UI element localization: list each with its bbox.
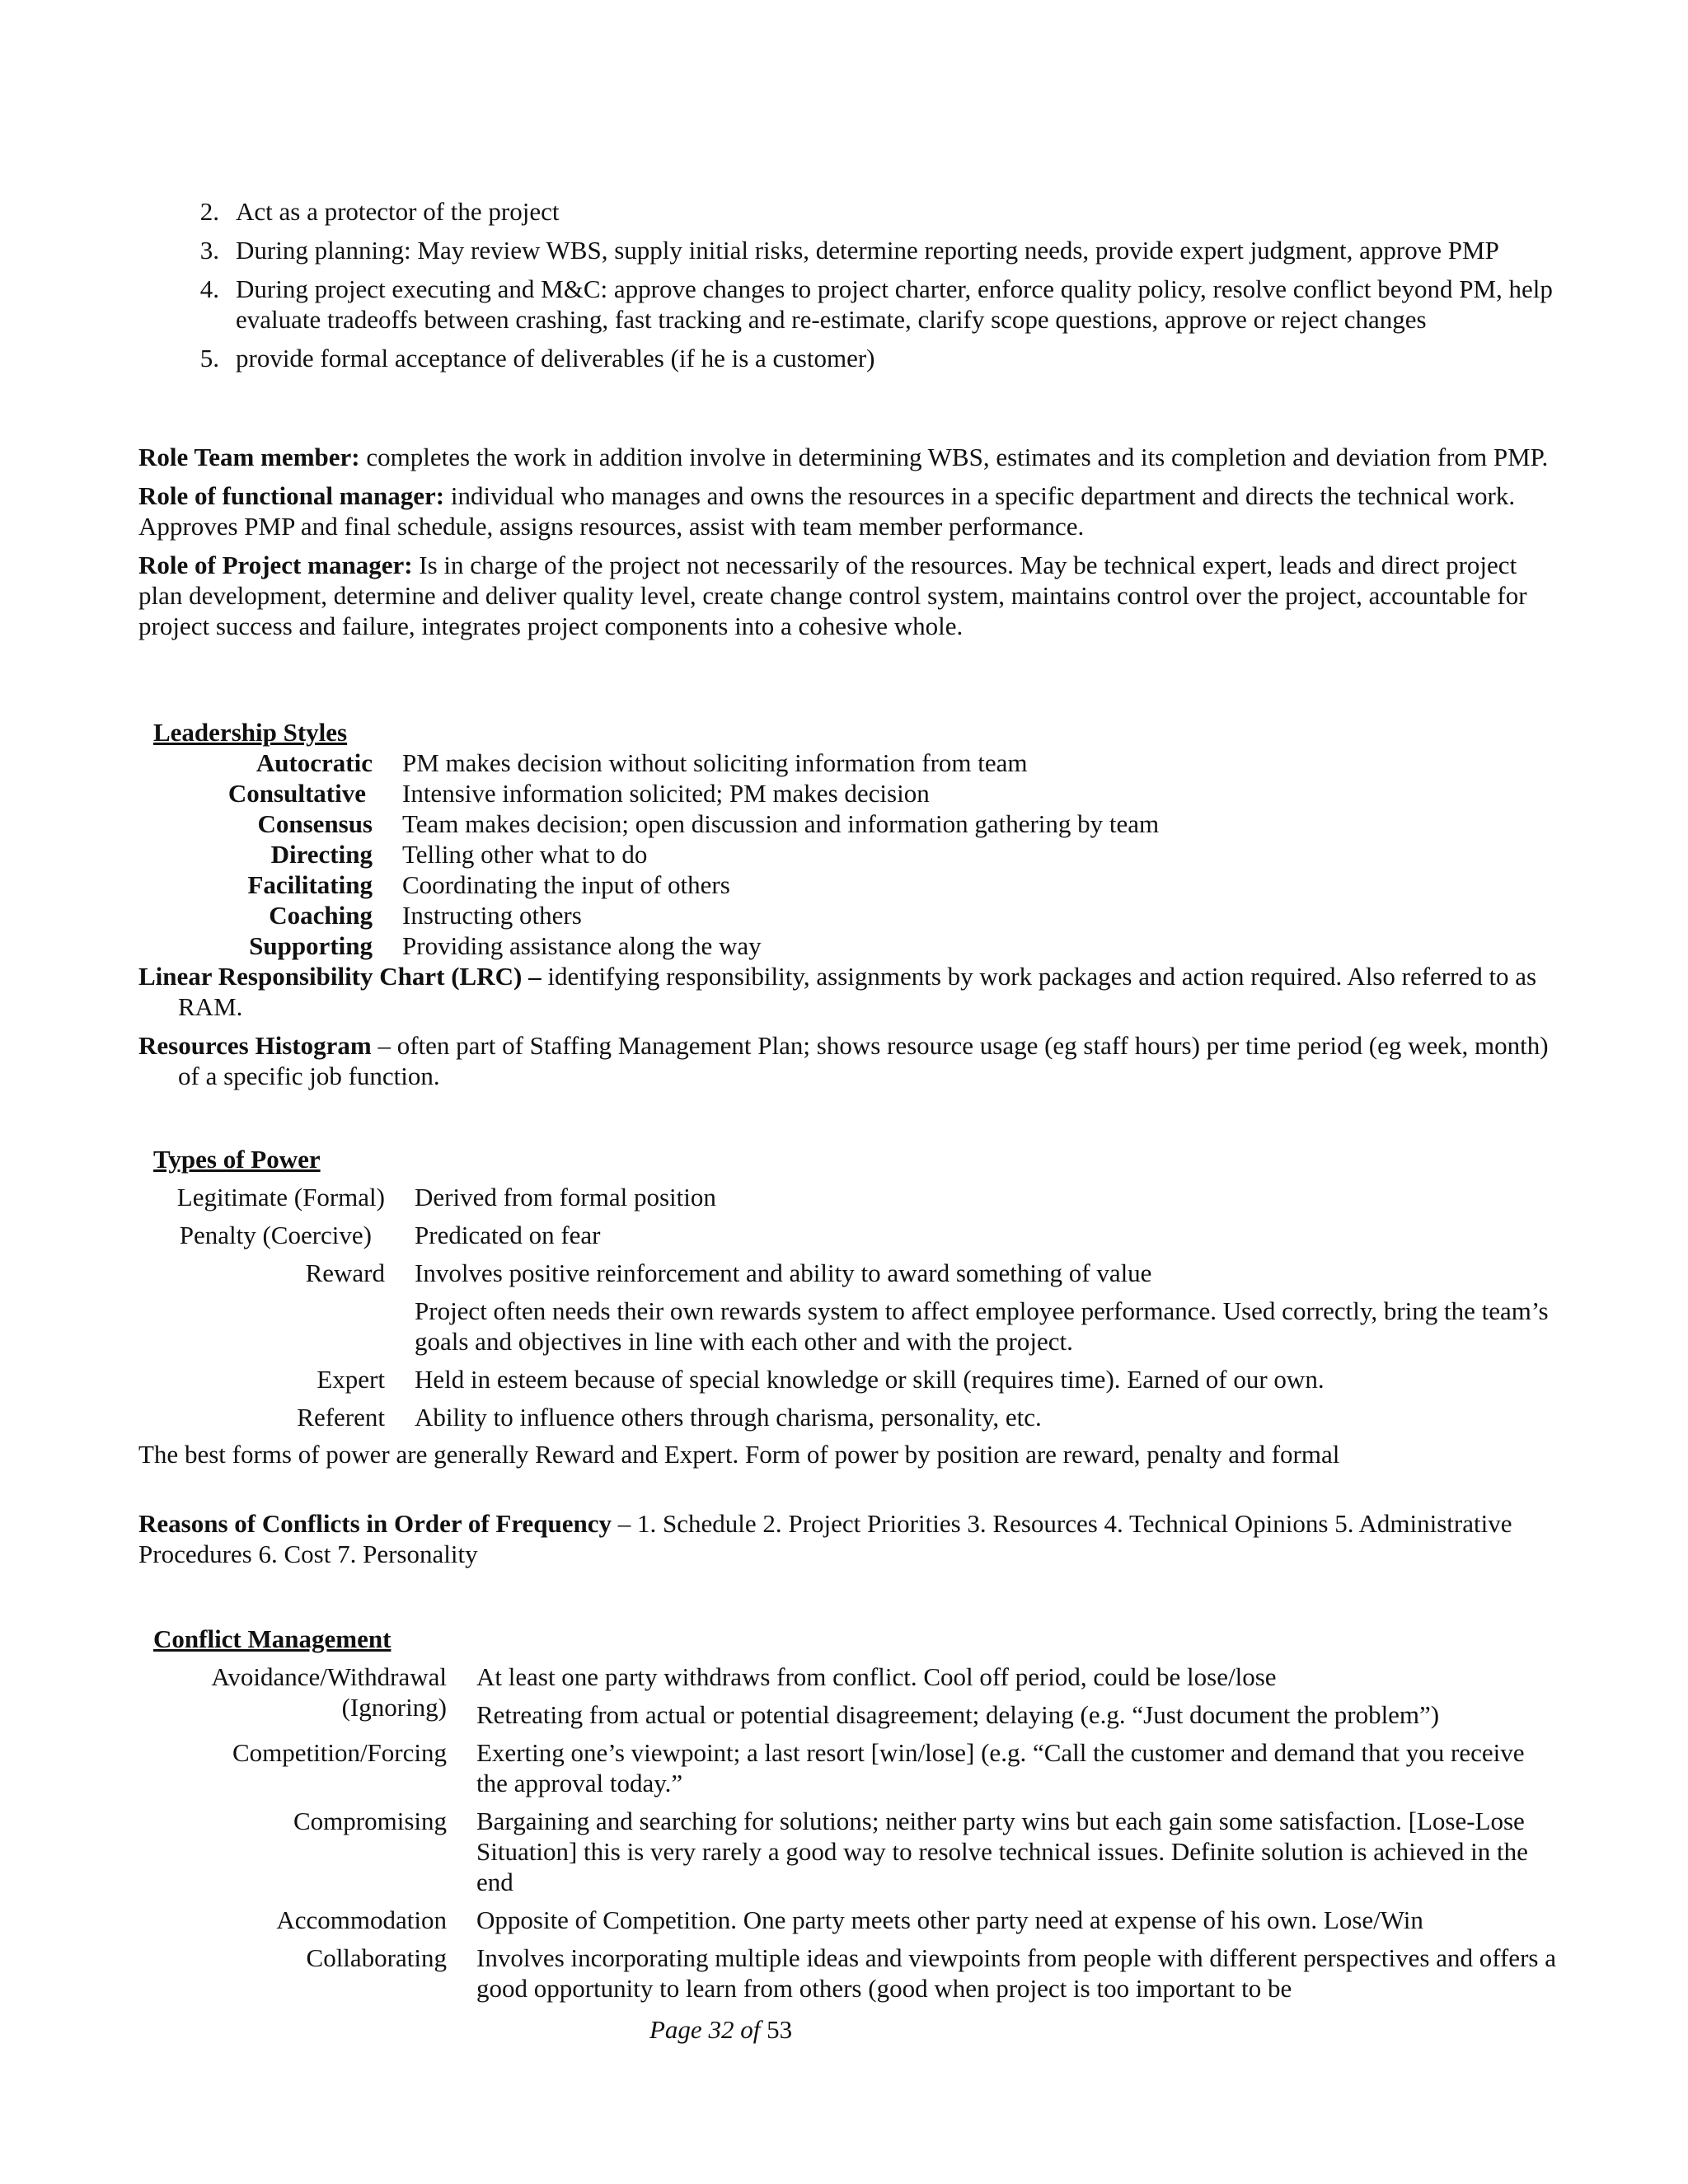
numbered-list [138,196,1556,382]
list-item: 4. During project executing and M&C: approve changes to project charter, enforce quality policy, resolve conflict beyond PM, help evaluate tradeoffs between crashing, fast tracking and re-estimate, clarify scope questions, approve or reject changes [199,274,1553,334]
table-row: Project often needs their own rewards system to affect employee performance. Used correctly, bring the team’s goals and objectives in line with each other and with the project. [415,1296,1549,1356]
role-project-manager: Role of Project manager: Is in charge of the project not necessarily of the resources. May be technical expert, leads and direct project plan development, determine and deliver quality level, create change control system, maintains control over the project, accountable for project success and failure, integrates project components into a cohesive whole. [138,551,1527,640]
table-row: Facilitating Coordinating the input of others [247,870,730,899]
page-number: Page 32 of 53 [649,2015,793,2044]
table-row: Autocratic PM makes decision without soliciting information from team [256,748,1028,777]
table-row: Expert Held in esteem because of special knowledge or skill (requires time). Earned of our own. [316,1365,1325,1394]
role-team-member: Role Team member: completes the work in addition involve in determining WBS, estimates and its completion and deviation from PMP. [138,443,1549,471]
lrc-definition: Linear Responsibility Chart (LRC) – identifying responsibility, assignments by work packages and action required. Also referred to as RAM. [138,962,1537,1021]
table-row: Consultative Intensive information solicited; PM makes decision [227,779,930,808]
histogram-definition: Resources Histogram – often part of Staffing Management Plan; shows resource usage (eg staff hours) per time period (eg week, month) of a specific job function. [138,1031,1549,1090]
conflict-management [138,1624,1556,2004]
roles-section [138,442,1556,649]
table-row: Accommodation Opposite of Competition. One party meets other party need at expense of his own. Lose/Win [276,1905,1423,1934]
definitions-block [138,961,1556,1099]
table-row: Collaborating Involves incorporating multiple ideas and viewpoints from people with different perspectives and offers a good opportunity to learn from others (good when project is too important to be [306,1943,1556,2003]
table-row: Reward Involves positive reinforcement and ability to award something of value [305,1258,1152,1287]
section-title: Types of Power [153,1145,321,1174]
leadership-styles [138,717,1556,961]
table-row: Referent Ability to influence others through charisma, personality, etc. [297,1403,1042,1432]
power-summary: The best forms of power are generally Reward and Expert. Form of power by position are reward, penalty and formal [138,1440,1340,1469]
section-title: Conflict Management [153,1624,392,1653]
table-row: Consensus Team makes decision; open discussion and information gathering by team [257,809,1160,838]
table-row: Penalty (Coercive) Predicated on fear [179,1221,601,1249]
table-row: Legitimate (Formal) Derived from formal position [176,1183,716,1212]
table-row: Directing Telling other what to do [270,840,648,869]
list-item: 2. Act as a protector of the project [199,197,560,226]
document-page [138,0,1556,2184]
conflict-reasons: Reasons of Conflicts in Order of Frequency – 1. Schedule 2. Project Priorities 3. Resources 4. Technical Opinions 5. Administrative Procedures 6. Cost 7. Personality [138,1509,1512,1568]
types-of-power [138,1144,1556,1469]
table-row: Coaching Instructing others [269,901,582,930]
table-row: Supporting Providing assistance along the way [249,931,762,960]
table-row: Avoidance/Withdrawal (Ignoring) At least one party withdraws from conflict. Cool off period, could be lose/lose Retreating from actual or potential disagreement; delaying (e.g. “Just document the problem”) [211,1662,1440,1729]
section-title: Leadership Styles [153,718,348,747]
list-item: 3. During planning: May review WBS, supply initial risks, determine reporting needs, provide expert judgment, approve PMP [199,236,1499,265]
table-row: Compromising Bargaining and searching for solutions; neither party wins but each gain some satisfaction. [Lose-Lose Situation] this is very rarely a good way to resolve technical issues. Definite solution is achieved in the end [293,1807,1528,1896]
role-functional-manager: Role of functional manager: individual who manages and owns the resources in a specific department and directs the technical work. Approves PMP and final schedule, assigns resources, assist with team member performance. [138,481,1516,541]
table-row: Competition/Forcing Exerting one’s viewpoint; a last resort [win/lose] (e.g. “Call the customer and demand that you receive the approval today.” [232,1738,1525,1797]
list-item: 5. provide formal acceptance of deliverables (if he is a customer) [199,344,875,373]
